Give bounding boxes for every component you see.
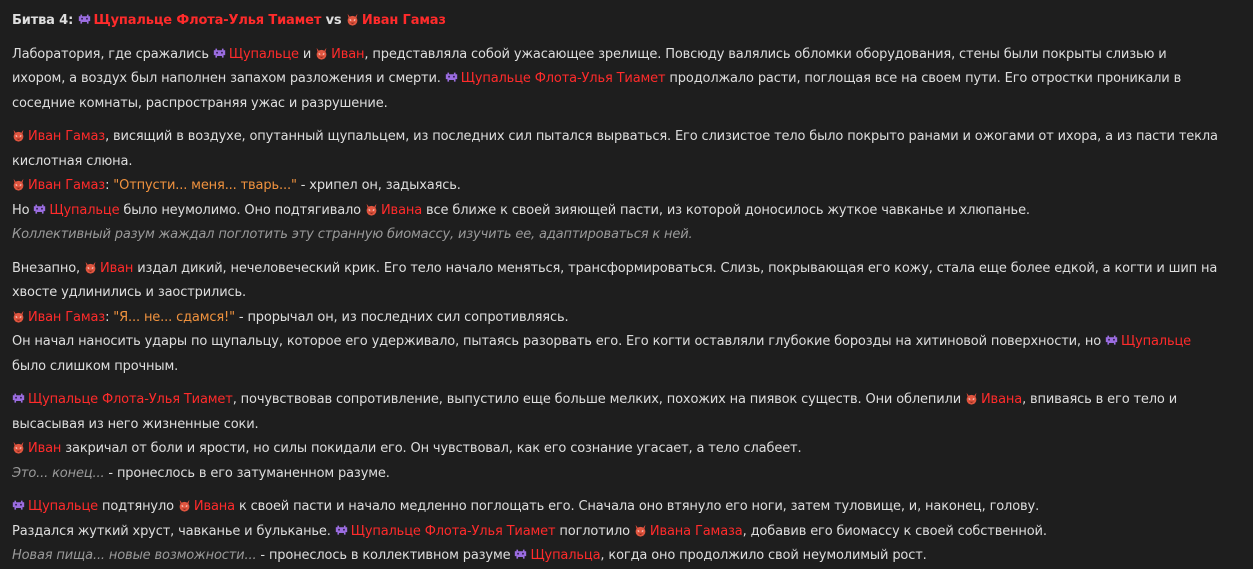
alien-monster-icon <box>335 524 348 537</box>
paragraph-4 <box>12 388 1241 486</box>
battle-title <box>12 9 1241 34</box>
paragraph-3 <box>12 257 1241 380</box>
demon-face-icon <box>12 310 25 323</box>
text-line: ихором, а воздух был наполнен запахом разложения и смерти. Щупальце Флота-Улья Тиамет продолжало расти, поглощая все на своем пути. Его отростки проникали в <box>12 71 1182 86</box>
text-line: Но Щупальце было неумолимо. Оно подтягивало Ивана все ближе к своей зияющей пасти, из которой доносилось жуткое чавканье и хлюпанье. <box>12 202 1030 218</box>
quote: "Отпусти... меня... тварь..." <box>113 178 297 193</box>
name-tentacle: Щупальце Флота-Улья Тиамет <box>335 524 556 539</box>
name-ivan: Иван <box>12 441 61 456</box>
paragraph-1 <box>12 43 1241 117</box>
demon-face-icon <box>12 129 25 142</box>
text-line: Щупальце Флота-Улья Тиамет, почувствовав сопротивление, выпустило еще больше мелких, похожих на пиявок существ. Они облепили Ивана, впиваясь в его тело и <box>12 388 1241 413</box>
thought-line: Новая пища... новые возможности... - пронеслось в коллективном разуме Щупальца, когда оно продолжило свой неумолимый рост. <box>12 548 927 563</box>
alien-monster-icon <box>514 548 527 561</box>
text-line: Иван закричал от боли и ярости, но силы покидали его. Он чувствовал, как его сознание угасает, а тело слабеет. <box>12 437 1241 462</box>
demon-face-icon <box>84 261 97 274</box>
paragraph-2 <box>12 125 1241 248</box>
thought-line: Это... конец... - пронеслось в его затуманенном разуме. <box>12 465 390 481</box>
fighter-tentacle: Щупальце Флота-Улья Тиамет <box>78 13 322 28</box>
demon-face-icon <box>965 392 978 405</box>
name-tentacle: Щупальце <box>1105 334 1191 349</box>
battle-post <box>12 9 1241 569</box>
text-line: Иван Гамаз, висящий в воздухе, опутанный щупальцем, из последних сил пытался вырваться. Его слизистое тело было покрыто ранами и ожогами от ихора, а из пасти текла <box>12 125 1241 150</box>
demon-face-icon <box>365 203 378 216</box>
alien-monster-icon <box>33 203 46 216</box>
demon-face-icon <box>346 13 359 26</box>
thought-text: Это... конец... <box>12 465 105 481</box>
name-ivan: Иван Гамаз <box>12 178 105 193</box>
text-line: Щупальце подтянуло Ивана к своей пасти и начало медленно поглощать его. Сначала оно втянуло его ноги, затем туловище, и, наконец, голову. <box>12 495 1241 520</box>
name-ivan: Иван Гамаз <box>12 310 105 325</box>
dialogue-line: Иван Гамаз: "Я... не... сдамся!" - прорычал он, из последних сил сопротивляясь. <box>12 306 1241 331</box>
demon-face-icon <box>12 178 25 191</box>
name-ivan: Ивана <box>365 203 422 218</box>
paragraph-5 <box>12 495 1241 569</box>
alien-monster-icon <box>1105 334 1118 347</box>
alien-monster-icon <box>445 71 458 84</box>
name-tentacle: Щупальце Флота-Улья Тиамет <box>445 71 666 86</box>
name-ivan: Ивана Гамаза <box>634 524 743 539</box>
alien-monster-icon <box>12 392 25 405</box>
text-line: Внезапно, Иван издал дикий, нечеловеческий крик. Его тело начало меняться, трансформироваться. Слизь, покрывающая его кожу, стала еще более едкой, а когти и шип на <box>12 260 1218 276</box>
text-line: было слишком прочным. <box>12 358 179 374</box>
name-ivan: Иван <box>315 47 364 62</box>
demon-face-icon <box>315 47 328 60</box>
text-line: Лаборатория, где сражались Щупальце и Иван, представляла собой ужасающее зрелище. Повсюду валялись обломки оборудования, стены были покрыты слизью и <box>12 46 1167 62</box>
thought-line: Коллективный разум жаждал поглотить эту странную биомассу, изучить ее, адаптироваться к ней. <box>12 227 693 242</box>
name-tentacle: Щупальца <box>514 548 600 563</box>
name-ivan: Иван Гамаз <box>12 129 105 144</box>
name-ivan: Ивана <box>965 392 1022 407</box>
quote: "Я... не... сдамся!" <box>113 309 235 325</box>
name-tentacle: Щупальце <box>12 499 98 514</box>
dialogue-line: Иван Гамаз: "Отпусти... меня... тварь..." - хрипел он, задыхаясь. <box>12 174 1241 199</box>
text-line: Раздался жуткий хруст, чавканье и бульканье. Щупальце Флота-Улья Тиамет поглотило Ивана Гамаза, добавив его биомассу к своей собственной. <box>12 523 1047 539</box>
alien-monster-icon <box>12 499 25 512</box>
alien-monster-icon <box>78 13 91 26</box>
name-tentacle: Щупальце <box>33 203 119 218</box>
name-tentacle: Щупальце Флота-Улья Тиамет <box>12 392 233 407</box>
text-line: соседние комнаты, распространяя ужас и разрушение. <box>12 95 388 111</box>
demon-face-icon <box>178 499 191 512</box>
text-line: хвосте удлинились и заострились. <box>12 285 246 300</box>
versus-label: vs <box>325 13 342 28</box>
demon-face-icon <box>12 441 25 454</box>
battle-number: Битва 4: <box>12 13 74 28</box>
name-ivan: Ивана <box>178 499 235 514</box>
demon-face-icon <box>634 524 647 537</box>
name-ivan: Иван <box>84 261 133 276</box>
fighter-ivan: Иван Гамаз <box>346 13 446 28</box>
thought-text: Новая пища... новые возможности... <box>12 548 257 563</box>
text-line: Он начал наносить удары по щупальцу, которое его удерживало, пытаясь разорвать его. Его когти оставляли глубокие борозды на хитиновой поверхности, но Щупальце <box>12 334 1192 349</box>
text-line: кислотная слюна. <box>12 153 133 169</box>
name-tentacle: Щупальце <box>213 47 299 62</box>
alien-monster-icon <box>213 47 226 60</box>
text-line: высасывая из него жизненные соки. <box>12 416 259 432</box>
